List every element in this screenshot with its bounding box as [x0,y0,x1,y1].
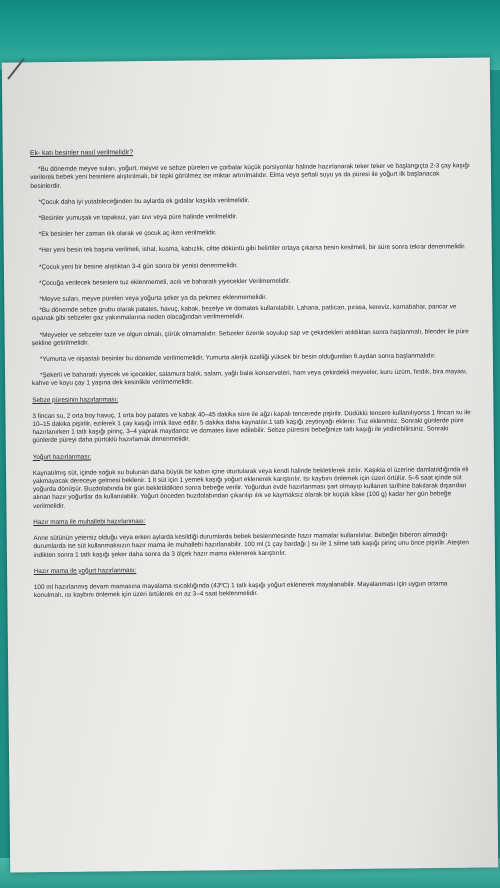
section-body: 100 ml hazırlanmış devam mamasına mayalama ısıcaklığında (43ºC) 1 tatlı kaşığı yoğurt eklenerek mayalanabilir. Mayalanması için uygun ortama konulmalı, ısı kaybını önlemek için üzeri örtülerek en az 3–4 saat beklenmelidir. [33,580,448,600]
document-content [30,146,474,608]
paragraph: *Yumurta ve nişastalı besinler bu dönemde verilmemelidir, Yumurta alerjik özelliği yüksek bir besin olduğundan 6.aydan sonra başlanmalıdır. [39,352,436,363]
paragraph: *Çocuk daha iyi yutabileceğinden bu aylarda ek gıdalar kaşıkla verilmelidir. [38,196,250,206]
paragraph: *Meyveler ve sebzeler taze ve olgun olmalı, çürük olmamalıdır. Sebzeler özenle soyulup sap ve çekirdekleri atıldıktan sonra haşlanmalı, blender ile püre şekline getirilmelidir. [31,327,469,347]
section-body: Anne sütünün yetersiz olduğu veya erken aylarda kesildiği durumlarda bebek beslenmesinde hazır mamalar kullanılırlar. Bebeğin biberon almadığı durumlarda ise süt kullanmaksızın hazır mama ile muhallebi hazırlanabilir. 100 ml (1 çay bardağı ) su ile 1 silme tatlı kaşığı pirinç unu önce pişirilir. Ateşten indikten sonra 1 tatlı kaşığı şeker daha sonra da 3 ölçek hazır mama eklenerek karıştırılır. [33,531,469,559]
paragraph: *Bu dönemde meyve suları, yoğurt, meyve ve sebze püreleri ve çorbalar küçük porsiyonlar halinde hazırlanarak teker teker ve başlangıçta 2-3 çay kaşığı verilerek bebek yeni besinlere alıştırılmalı, bir tepki görülmez ise miktar artırılmalıdır. Elma veya şeftali suyu ya da püresi ile yoğurt ilk başlanacak besinlerdir. [30,162,470,190]
paragraph: *Her yeni besin tek başına verilmeli, ishal, kusma, kabızlık, ciltte döküntü gibi belirtiler ortaya çıkarsa besin kesilmeli, bir süre sonra tekrar denenmelidir. [38,243,466,255]
section-heading: Hazır mama ile yoğurt hazırlanması: [33,566,137,575]
section-heading: Hazır mama ile muhallebi hazırlanması: [33,517,146,526]
paragraph: *Ek besinler her zaman ılık olarak ve çocuk aç iken verilmelidir. [38,229,217,239]
document-title: Ek- katı besinler nasıl verilmelidir? [30,149,134,157]
paragraph: *Besinler yumuşak ve topaksız, yarı sıvı veya püre halinde verilmelidir. [38,213,238,222]
section-heading: Yoğurt hazırlanması: [32,453,92,461]
paragraph: *Çocuk yeni bir besine alıştıktan 3-4 gün sonra bir yenisi denenmelidir. [38,261,238,271]
paragraph: *Meyve suları, meyve püreleri veya yoğurta şeker ya da pekmez eklenmemelidir. [39,293,268,303]
section-heading: Sebze püresinin hazırlanması: [32,395,119,404]
paragraph: *Şekerli ve baharatlı yiyecek ve içecekler, salamura balık, salam, yağlı balık konserveleri, ham veya çekirdekli meyveler, kuru üzüm, fındık, bira mayası, kahve ve koyu çay 1 yaşına dek kesinlikle verilmemelidir. [32,368,468,388]
section-body: 3 fincan su, 2 orta boy havuç, 1 orta boy patates ve kabak 40–45 dakika süre ile ağzı kapalı tencerede pişirilir. Düdüklü tencere kullanılıyorsa 1 fincan su ile 10–15 dakika pişirilir, ezilerek 1 çay kaşığı irmik ilave edilir. 5 dakika daha kaynatılır.1 tatlı kaşığı zeytinyağı eklenir. Tuz eklenmez. Sonraki günlerde püre hazırlanırken 1 tatlı kaşığı pirinç, 3–4 yaprak maydanoz ve domates ilave edilebilir. Sebze püresini bebeğinize tatlı kaşığı ile yedirebilirsiniz. Sonraki günlerde püreyi daha pürtüklü hazırlamak denenmelidir. [32,409,471,445]
section-body: Kaynatılmış süt, içinde soğuk su bulunan daha büyük bir kabın içine oturtularak veya kendi halinde bekletilerek ılıtılır. Kaşıkla el üzerine damlatıldığında eli yakmayacak dereceye gelmesi beklenir. 1 lt süt için 1 yemek kaşığı yoğurt eklenerek karıştırılır. Isı kaybını önlemek için üzeri örtülür. 5–6 saat içinde süt yoğurda dönüşür. Buzdolabında bir gün bekletildikten sonra bebeğe verilir. Yoğurdun evde hazırlanması şart olmayıp kullanım tarihine bakılarak dışarıdan alınan hazır yoğurtlar da kullanılabilir. Yoğurt önceden buzdolabından çıkarılıp ılık ve kaymaksız olarak bir küçük kâse (100 g) kadar her gün bebeğe verilmelidir. [32,466,469,510]
paragraph: *Bu dönemde sebze grubu olarak patates, havuç, kabak, bezelye ve domates kullanılabilir. Lahana, patlıcan, pırasa, kereviz, karnabahar, pancar ve ıspanak gibi sebzeler gaz yakınmalarına neden olacağından verilmemelidir. [31,303,457,323]
paragraph: *Çocuğa verilecek besinlere tuz eklenmemeli, acılı ve baharatlı yiyecekler Verilmemelidir. [39,277,291,287]
